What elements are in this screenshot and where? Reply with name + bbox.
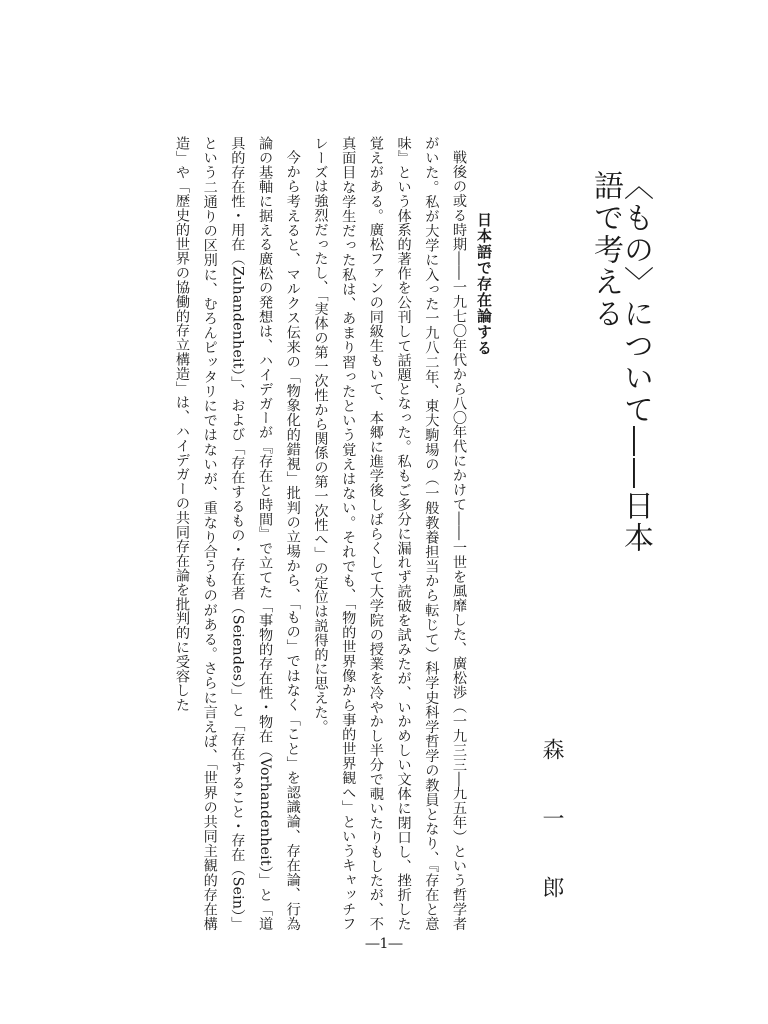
article-body (112, 136, 472, 931)
author-name (540, 738, 562, 898)
section-heading: 日本語で存在論する (475, 212, 493, 356)
page-number: ―1― (365, 936, 403, 952)
author-char: 森 (539, 738, 564, 760)
body-paragraph: 今から考えると、マルクス伝来の「物象化的錯視」批判の立場から、「もの」ではなく「こと」を認識論、存在論、行為論の基軸に据える廣松の発想は、ハイデガーが『存在と時間』で立てた「事物的存在性・物在（Vorhandenheit）」と「道具的存在性・用在（Zuhandenheit）」、および「存在するもの・存在者（Seiendes）」と「存在すること・存在（Sein）」という二通りの区別に、むろんピッタリにではないが、重なり合うものがある。さらに言えば、「世界の共同主観的存在構造」や「歴史的世界の協働的存立構造」は、ハイデガーの共同存在論を批判的に受容した (173, 136, 301, 931)
body-paragraph: 戦後の或る時期――一九七〇年代から八〇年代にかけて――一世を風靡した、廣松渉（一九三三―九五年）という哲学者がいた。私が大学に入った一九八二年、東大駒場の（一般教養担当から転じて）科学史科学哲学の教員となり、『存在と意味』という体系的著作を公刊して話題となった。私もご多分に漏れず読破を試みたが、いかめしい文体に閉口し、挫折した覚えがある。廣松ファンの同級生もいて、本郷に進学後しばらくして大学院の授業を冷やかし半分で覗いたりもしたが、不真面目な学生だった私は、あまり習ったという覚えはない。それでも、「物的世界像から事的世界観へ」というキャッチフレーズは強烈だったし、「実体の第一次性から関係の第一次性へ」の定位は説得的に思えた。 (312, 136, 467, 931)
article-title: 〈もの〉について――日本語で考える (588, 170, 653, 554)
author-char: 郎 (539, 876, 564, 898)
author-char: 一 (539, 807, 564, 829)
